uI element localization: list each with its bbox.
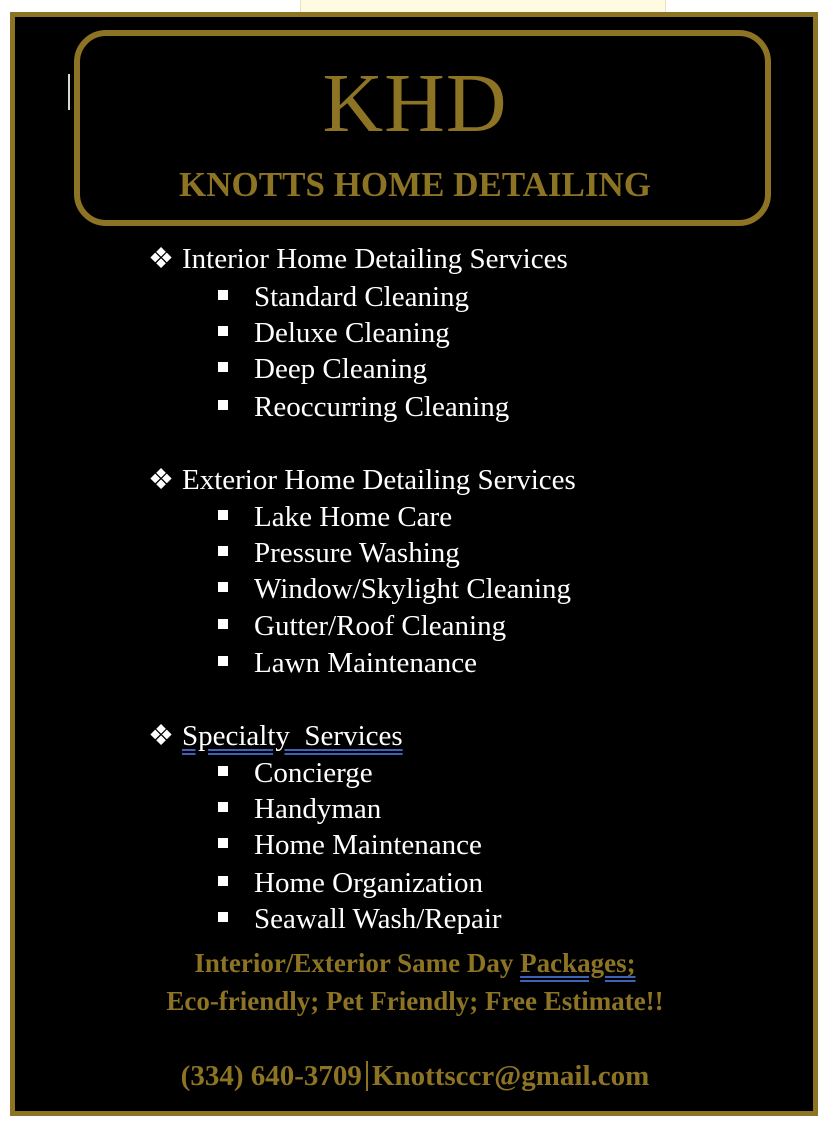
list-item[interactable]: Seawall Wash/Repair [218,902,502,936]
list-item[interactable]: Lawn Maintenance [218,646,477,680]
square-bullet-icon [218,326,228,336]
list-item[interactable]: Handyman [218,792,381,826]
diamond-bullet-icon: ❖ [148,464,174,496]
diamond-bullet-icon: ❖ [148,720,174,752]
list-item[interactable]: Home Organization [218,866,483,900]
section-title[interactable]: Interior Home Detailing Services [182,243,568,275]
square-bullet-icon [218,290,228,300]
square-bullet-icon [218,619,228,629]
footer-packages-line: Interior/Exterior Same Day Packages; [194,948,636,978]
list-item[interactable]: Deluxe Cleaning [218,316,450,350]
footer-features-line: Eco-friendly; Pet Friendly; Free Estimate!! [166,986,664,1016]
square-bullet-icon [218,766,228,776]
square-bullet-icon [218,838,228,848]
list-item[interactable]: Concierge [218,756,373,790]
list-item[interactable]: Window/Skylight Cleaning [218,572,571,606]
section-title[interactable]: Exterior Home Detailing Services [182,464,576,496]
square-bullet-icon [218,582,228,592]
contact-line [0,1058,830,1094]
list-item[interactable]: Standard Cleaning [218,280,469,314]
list-item[interactable]: Home Maintenance [218,828,482,862]
phone-number[interactable]: (334) 640-3709 [180,1060,362,1092]
diamond-bullet-icon: ❖ [148,243,174,275]
separator-bar [366,1061,368,1091]
square-bullet-icon [218,546,228,556]
logo-text: KHD [322,57,508,150]
list-item[interactable]: Deep Cleaning [218,352,427,386]
list-item[interactable]: Lake Home Care [218,500,452,534]
section-heading-specialty [148,719,403,753]
square-bullet-icon [218,802,228,812]
list-item[interactable]: Pressure Washing [218,536,460,570]
square-bullet-icon [218,510,228,520]
square-bullet-icon [218,912,228,922]
email-address[interactable]: Knottsccr@gmail.com [371,1060,650,1092]
section-heading-exterior [148,463,576,497]
square-bullet-icon [218,656,228,666]
section-heading-interior [148,242,568,276]
section-title[interactable]: Specialty Services [182,720,403,752]
list-item[interactable]: Gutter/Roof Cleaning [218,609,506,643]
square-bullet-icon [218,400,228,410]
list-item[interactable]: Reoccurring Cleaning [218,390,509,424]
packages-text[interactable]: Packages; [520,948,636,978]
company-name: KNOTTS HOME DETAILING [179,165,651,204]
square-bullet-icon [218,876,228,886]
square-bullet-icon [218,362,228,372]
